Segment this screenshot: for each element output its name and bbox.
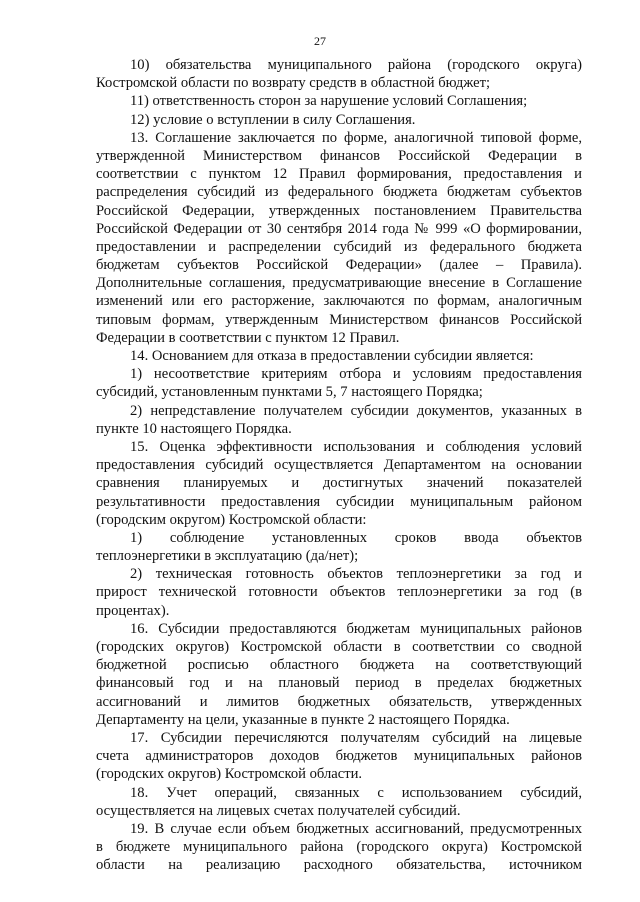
text-line: Федерации в соответствии с пунктом 12 Правил. — [96, 329, 400, 346]
text-line: (городских округов) Костромской области в соответствии со сводной — [96, 639, 582, 655]
text-line: 10) обязательства муниципального района (городского округа) — [130, 57, 582, 73]
text-line: Дополнительные соглашения, предусматривающие внесение в Соглашение — [96, 275, 582, 292]
text-line: типовым формам, утвержденным Министерством финансов Российской — [96, 311, 582, 328]
page-number: 27 — [314, 34, 326, 48]
text-line: Костромской области по возврату средств в областной бюджет; — [96, 75, 491, 92]
text-line: бюджетам субъектов Российской Федерации» (далее – Правила). — [96, 257, 582, 274]
text-line: области на реализацию расходного обязательства, источником — [96, 857, 582, 874]
text-line: распределения субсидий из федерального бюджета бюджетам субъектов — [96, 184, 582, 201]
text-line: (городским округом) Костромской области: — [96, 511, 367, 528]
text-line: соответствии с пунктом 12 Правил формирования, предоставления и — [96, 166, 582, 183]
text-line: 12) условие о вступлении в силу Соглашения. — [130, 111, 416, 128]
text-line: 1) соблюдение установленных сроков ввода объектов — [130, 529, 582, 546]
text-line: финансовый год и на плановый период в пределах бюджетных — [96, 675, 582, 692]
text-line: субсидий, установленным пунктами 5, 7 настоящего Порядка; — [96, 384, 483, 401]
text-line: в бюджете муниципального района (городского округа) Костромской — [96, 839, 582, 856]
text-line: 14. Основанием для отказа в предоставлении субсидии является: — [130, 348, 534, 364]
text-line: счета администраторов доходов бюджетов муниципальных районов — [96, 748, 582, 765]
text-line: ассигнований и лимитов бюджетных обязательств, утвержденных — [96, 693, 582, 710]
text-line: результативности предоставления субсидии муниципальным районом — [96, 493, 582, 510]
text-line: Российской Федерации, утвержденных постановлением Правительства — [96, 202, 582, 219]
text-line: 18. Учет операций, связанных с использованием субсидий, — [130, 784, 582, 801]
text-line: предоставления субсидий осуществляется Департаментом на основании — [96, 457, 582, 474]
text-line: теплоэнергетики в эксплуатацию (да/нет); — [96, 548, 359, 565]
document-body — [96, 56, 582, 874]
text-line: (городских округов) Костромской области. — [96, 766, 363, 783]
text-line: 2) техническая готовность объектов теплоэнергетики за год и — [130, 566, 582, 583]
text-line: осуществляется на лицевых счетах получателей субсидий. — [96, 802, 461, 819]
text-line: 13. Соглашение заключается по форме, аналогичной типовой форме, — [130, 129, 582, 146]
text-line: 19. В случае если объем бюджетных ассигнований, предусмотренных — [130, 820, 582, 837]
text-line: Департаменту на цели, указанные в пункте 2 настоящего Порядка. — [96, 711, 510, 728]
text-line: бюджетной росписью областного бюджета на соответствующий — [96, 657, 582, 674]
text-line: изменений или его расторжение, заключаются по формам, аналогичным — [96, 293, 582, 310]
text-line: 1) несоответствие критериям отбора и условиям предоставления — [130, 366, 582, 383]
text-line: 11) ответственность сторон за нарушение условий Соглашения; — [130, 93, 528, 110]
text-line: пункте 10 настоящего Порядка. — [96, 420, 292, 437]
text-line: 2) непредставление получателем субсидии документов, указанных в — [130, 402, 582, 419]
text-line: процентах). — [96, 602, 170, 619]
text-line: 17. Субсидии перечисляются получателям субсидий на лицевые — [130, 729, 582, 746]
text-line: утвержденной Министерством финансов Российской Федерации в — [96, 147, 582, 164]
text-line: 16. Субсидии предоставляются бюджетам муниципальных районов — [130, 620, 582, 637]
text-line: сравнения планируемых и достигнутых значений показателей — [96, 475, 582, 492]
text-line: прирост технической готовности объектов теплоэнергетики за год (в — [96, 584, 582, 601]
text-line: 15. Оценка эффективности использования и соблюдения условий — [130, 438, 582, 455]
text-line: предоставлении и распределении субсидий из федерального бюджета — [96, 238, 582, 255]
text-line: Российской Федерации от 30 сентября 2014 года № 999 «О формировании, — [96, 220, 582, 237]
